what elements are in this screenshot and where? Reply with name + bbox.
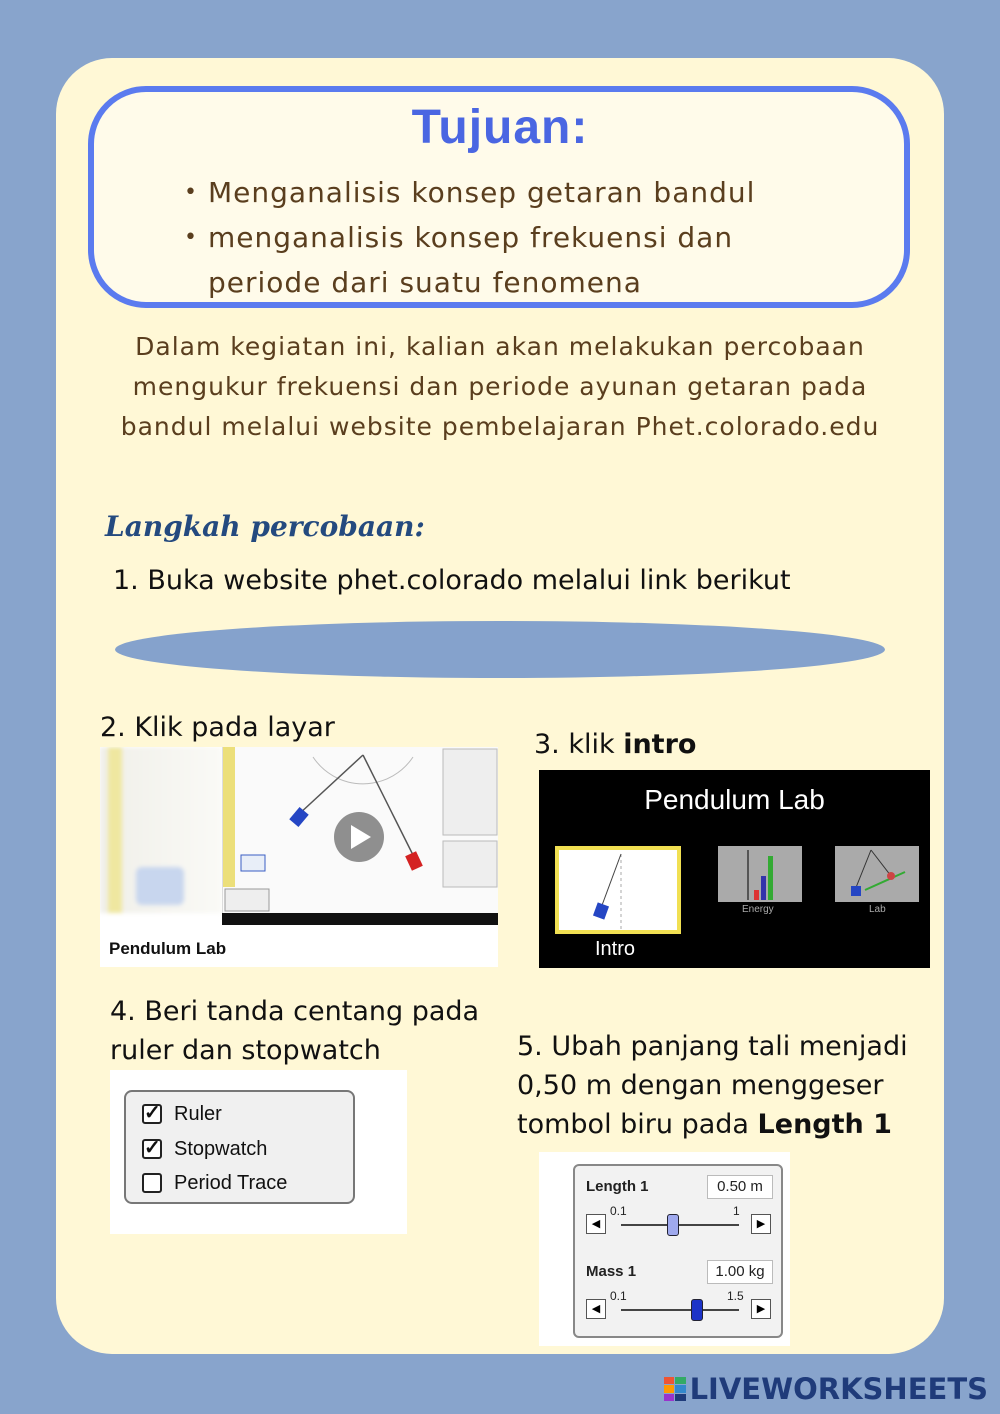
length-slider-track[interactable] — [621, 1224, 739, 1226]
pendulum-lab-menu — [539, 770, 930, 968]
length-increase-button[interactable]: ▶ — [751, 1214, 771, 1234]
lab-tab-label: Lab — [869, 904, 886, 915]
checkbox-panel — [124, 1090, 355, 1204]
step-5-prefix: 5. Ubah panjang tali menjadi 0,50 m dengan menggeser tombol biru pada — [517, 1031, 908, 1140]
step-3-prefix: 3. klik — [534, 729, 624, 760]
length-mass-controls-image — [539, 1152, 790, 1346]
menu-title: Pendulum Lab — [644, 784, 825, 815]
mass-increase-button[interactable]: ▶ — [751, 1299, 771, 1319]
step-1-text: 1. Buka website phet.colorado melalui link berikut — [113, 565, 791, 596]
goal-item: • menganalisis konsep frekuensi dan periode dari suatu fenomena — [184, 215, 824, 305]
period-trace-label: Period Trace — [174, 1171, 288, 1194]
period-trace-checkbox-row[interactable] — [142, 1169, 287, 1197]
steps-heading: Langkah percobaan: — [105, 510, 425, 543]
ruler-checkbox[interactable]: ✓ — [144, 1102, 161, 1124]
brand-name: LIVEWORKSHEETS — [689, 1372, 988, 1406]
pendulum-lab-thumbnail[interactable] — [100, 747, 498, 967]
intro-tab-image — [559, 850, 677, 930]
length-max-label: 1 — [733, 1204, 740, 1218]
liveworksheets-logo-icon — [664, 1377, 686, 1401]
checkbox-panel-image — [110, 1070, 407, 1234]
mass-decrease-button[interactable]: ◀ — [586, 1299, 606, 1319]
goal-list — [184, 170, 824, 305]
length-min-label: 0.1 — [610, 1204, 627, 1218]
energy-tab[interactable] — [718, 846, 802, 902]
lab-tab[interactable] — [835, 846, 919, 902]
mass-value: 1.00 kg — [707, 1260, 773, 1284]
step-5-bold: Length 1 — [757, 1109, 892, 1140]
lab-tab-image — [835, 846, 919, 902]
ruler-checkbox-row[interactable] — [142, 1100, 222, 1128]
mass-slider-thumb[interactable] — [691, 1299, 703, 1321]
mass-min-label: 0.1 — [610, 1289, 627, 1303]
ruler-label: Ruler — [174, 1102, 222, 1125]
energy-tab-label: Energy — [742, 904, 774, 915]
period-trace-checkbox[interactable] — [142, 1173, 162, 1193]
length-value: 0.50 m — [707, 1175, 773, 1199]
goal-title: Tujuan: — [411, 101, 589, 154]
stopwatch-label: Stopwatch — [174, 1137, 268, 1160]
simulation-preview — [222, 747, 498, 913]
mass-slider-track[interactable] — [621, 1309, 739, 1311]
length-slider-thumb[interactable] — [667, 1214, 679, 1236]
stopwatch-checkbox[interactable]: ✓ — [144, 1137, 161, 1159]
step-4-text: 4. Beri tanda centang pada ruler dan stopwatch — [110, 996, 480, 1066]
goal-item: • Menganalisis konsep getaran bandul — [184, 170, 824, 215]
step-2-text: 2. Klik pada layar — [100, 712, 335, 743]
length-mass-panel — [573, 1164, 783, 1338]
step-3-bold: intro — [623, 729, 697, 760]
stopwatch-checkbox-row[interactable] — [142, 1135, 267, 1163]
step-5-text — [517, 1027, 937, 1144]
sim-navbar — [222, 913, 498, 925]
link-input-field[interactable] — [115, 621, 885, 678]
energy-tab-image — [718, 846, 802, 902]
thumbnail-caption: Pendulum Lab — [109, 939, 227, 958]
length-decrease-button[interactable]: ◀ — [586, 1214, 606, 1234]
intro-paragraph: Dalam kegiatan ini, kalian akan melakukan percobaan mengukur frekuensi dan periode ayunan getaran pada bandul melalui website pembelajaran Phet.colorado.edu — [120, 332, 880, 441]
intro-tab[interactable] — [555, 846, 681, 934]
mass-label: Mass 1 — [586, 1263, 637, 1280]
blurred-preview — [100, 747, 222, 913]
length-label: Length 1 — [586, 1178, 649, 1195]
mass-max-label: 1.5 — [727, 1289, 744, 1303]
liveworksheets-brand — [664, 1372, 988, 1406]
intro-tab-label: Intro — [595, 938, 636, 960]
step-3-text — [534, 725, 696, 764]
